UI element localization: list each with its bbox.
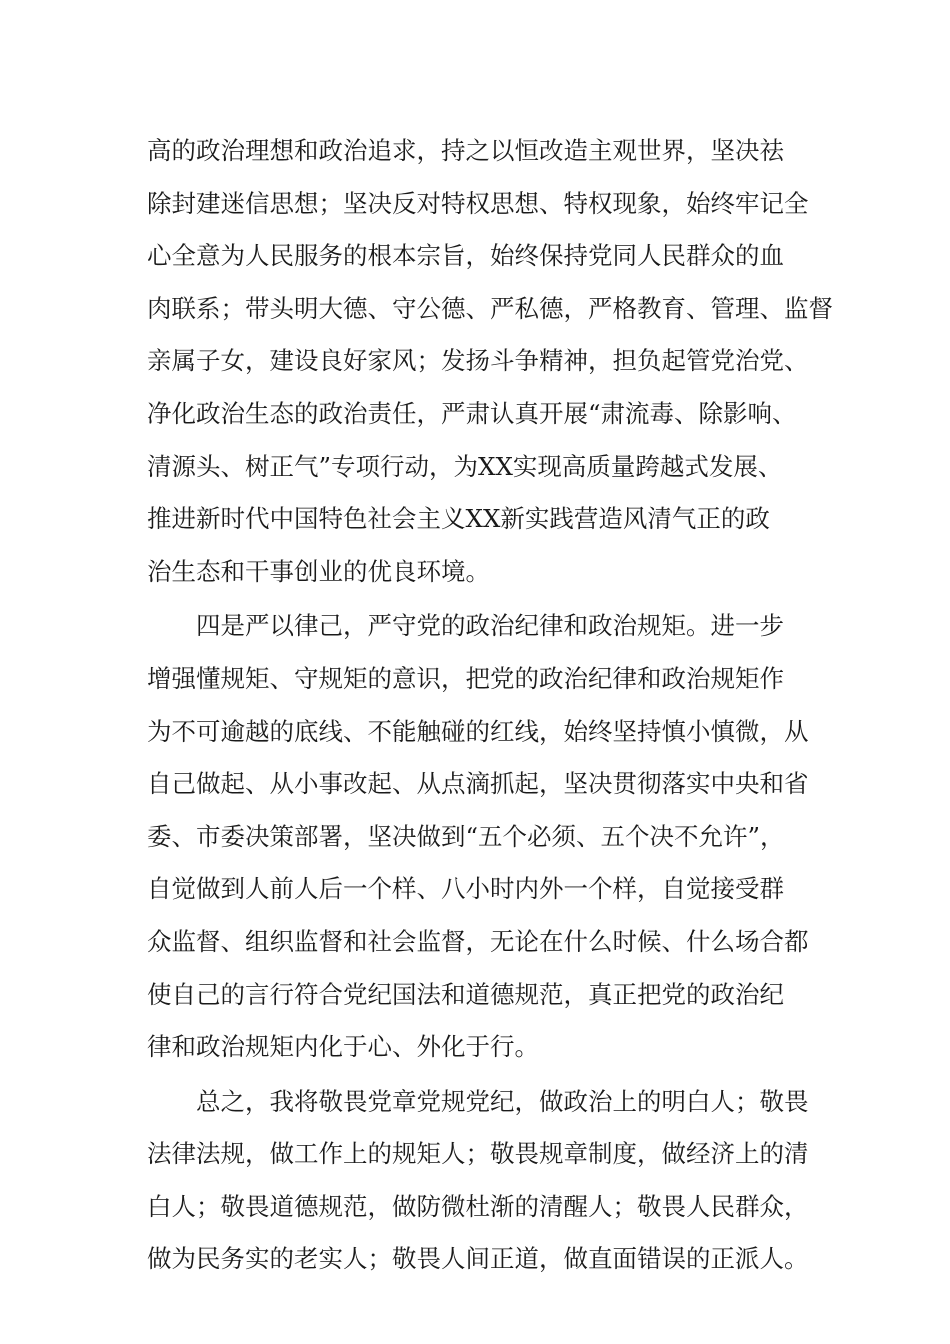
text-line: 使自己的言行符合党纪国法和道德规范，真正把党的政治纪 [147,979,784,1009]
text-line: 总之，我将敬畏党章党规党纪，做政治上的明白人；敬畏 [196,1086,809,1116]
text-line: 白人；敬畏道德规范，做防微杜渐的清醒人；敬畏人民群众， [147,1191,809,1221]
text-line: 自觉做到人前人后一个样、八小时内外一个样，自觉接受群 [147,874,784,904]
paragraph-four [147,600,817,1073]
text-line: 自己做起、从小事改起、从点滴抓起，坚决贯彻落实中央和省 [147,769,809,799]
text-line: 亲属子女，建设良好家风；发扬斗争精神，担负起管党治党、 [147,346,809,376]
text-line: 净化政治生态的政治责任，严肃认真开展“肃流毒、除影响、 [147,398,797,428]
text-line: 法律法规，做工作上的规矩人；敬畏规章制度，做经济上的清 [147,1139,809,1169]
paragraph-summary [147,1076,817,1286]
text-line: 做为民务实的老实人；敬畏人间正道，做直面错误的正派人。 [147,1244,809,1274]
text-line: 为不可逾越的底线、不能触碰的红线，始终坚持慎小慎微，从 [147,716,809,746]
text-line: 增强懂规矩、守规矩的意识，把党的政治纪律和政治规矩作 [147,663,784,693]
text-line: 众监督、组织监督和社会监督，无论在什么时候、什么场合都 [147,926,809,956]
text-line: 除封建迷信思想；坚决反对特权思想、特权现象，始终牢记全 [147,188,809,218]
paragraph-continuation [147,125,833,598]
text-line: 清源头、树正气”专项行动，为XX实现高质量跨越式发展、 [147,451,783,481]
document-body [147,125,833,1286]
text-line: 心全意为人民服务的根本宗旨，始终保持党同人民群众的血 [147,241,784,271]
text-line: 肉联系；带头明大德、守公德、严私德，严格教育、管理、监督 [147,293,833,323]
text-line: 律和政治规矩内化于心、外化于行。 [147,1032,539,1062]
text-line: 委、市委决策部署，坚决做到“五个必须、五个决不允许”， [147,821,785,851]
text-line: 四是严以律己，严守党的政治纪律和政治规矩。进一步 [196,611,784,641]
text-line: 治生态和干事创业的优良环境。 [147,556,490,586]
text-line: 推进新时代中国特色社会主义XX新实践营造风清气正的政 [147,504,770,534]
text-line: 高的政治理想和政治追求，持之以恒改造主观世界，坚决祛 [147,136,784,165]
